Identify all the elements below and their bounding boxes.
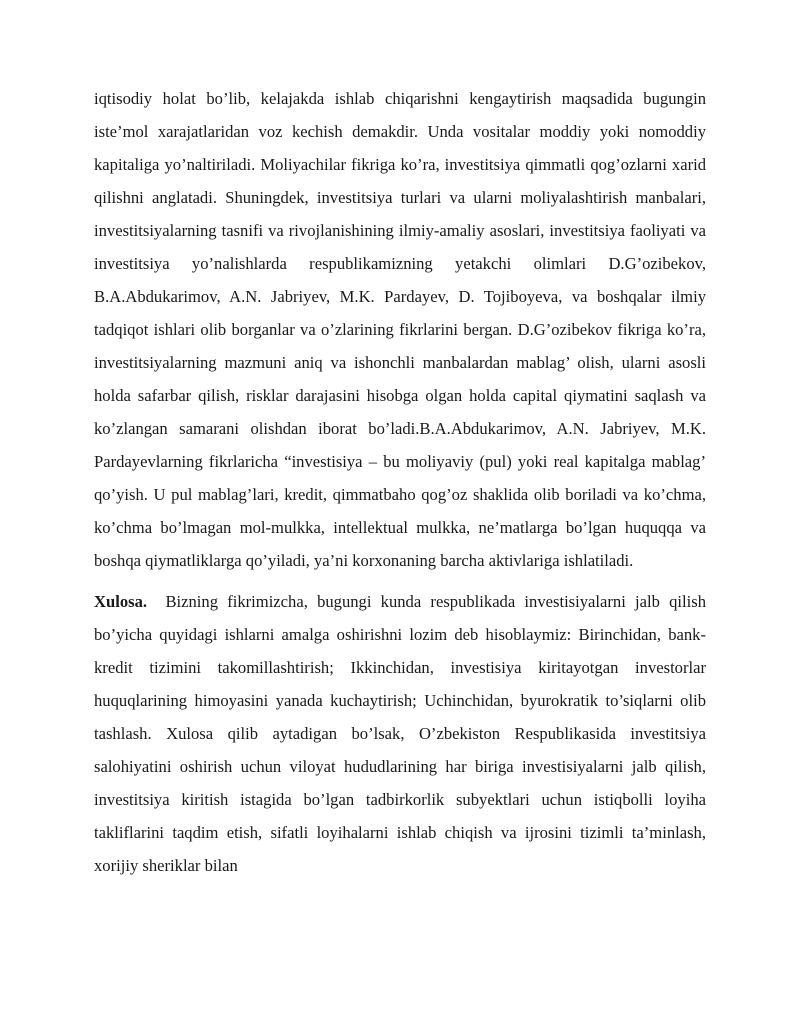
document-page: [94, 82, 706, 882]
paragraph-text: Bizning fikrimizcha, bugungi kunda respublikada investisiyalarni jalb qilish bo’yicha quyidagi ishlarni amalga oshirishni lozim deb hisoblaymiz: Birinchidan, bank-kredit tizimini takomillashtirish; Ikkinchidan, investisiya kiritayotgan investorlar huquqlarining himoyasini yanada kuchaytirish; Uchinchidan, byurokratik to’siqlarni olib tashlash. Xulosa qilib aytadigan bo’lsak, O’zbekiston Respublikasida investitsiya salohiyatini oshirish uchun viloyat hududlarining har biriga investisiyalarni jalb qilish, investitsiya kiritish istagida bo’lgan tadbirkorlik subyektlari uchun istiqbolli loyiha takliflarini taqdim etish, sifatli loyihalarni ishlab chiqish va ijrosini tizimli ta’minlash, xorijiy sheriklar bilan: [94, 592, 707, 875]
body-paragraph: [94, 82, 706, 577]
paragraph-text: iqtisodiy holat bo’lib, kelajakda ishlab chiqarishni kengaytirish maqsadida bugungin iste’mol xarajatlaridan voz kechish demakdir. Unda vositalar moddiy yoki nomoddiy kapitaliga yo’naltiriladi. Moliyachilar fikriga ko’ra, investitsiya qimmatli qog’ozlarni xarid qilishni anglatadi. Shuningdek, investitsiya turlari va ularni moliyalashtirish manbalari, investitsiyalarning tasnifi va rivojlanishining ilmiy-amaliy asoslari, investitsiya faoliyati va investitsiya yo’nalishlarda respublikamizning yetakchi olimlari D.G’ozibekov, B.A.Abdukarimov, A.N. Jabriyev, M.K. Pardayev, D. Tojiboyeva, va boshqalar ilmiy tadqiqot ishlari olib borganlar va o’zlarining fikrlarini bergan. D.G’ozibekov fikriga ko’ra, investitsiyalarning mazmuni aniq va ishonchli manbalardan mablag’ olish, ularni asosli holda safarbar qilish, risklar darajasini hisobga olgan holda capital qiymatini saqlash va ko’zlangan samarani olishdan iborat bo’ladi.B.A.Abdukarimov, A.N. Jabriyev, M.K. Pardayevlarning fikrlaricha “investisiya – bu moliyaviy (pul) yoki real kapitalga mablag’ qo’yish. U pul mablag’lari, kredit, qimmatbaho qog’oz shaklida olib boriladi va ko’chma, ko’chma bo’lmagan mol-mulkka, intellektual mulkka, ne’matlarga bo’lgan huquqqa va boshqa qiymatliklarga qo’yiladi, ya’ni korxonaning barcha aktivlariga ishlatiladi.: [94, 89, 706, 570]
conclusion-paragraph: [94, 585, 706, 882]
conclusion-heading: Xulosa.: [94, 592, 148, 611]
